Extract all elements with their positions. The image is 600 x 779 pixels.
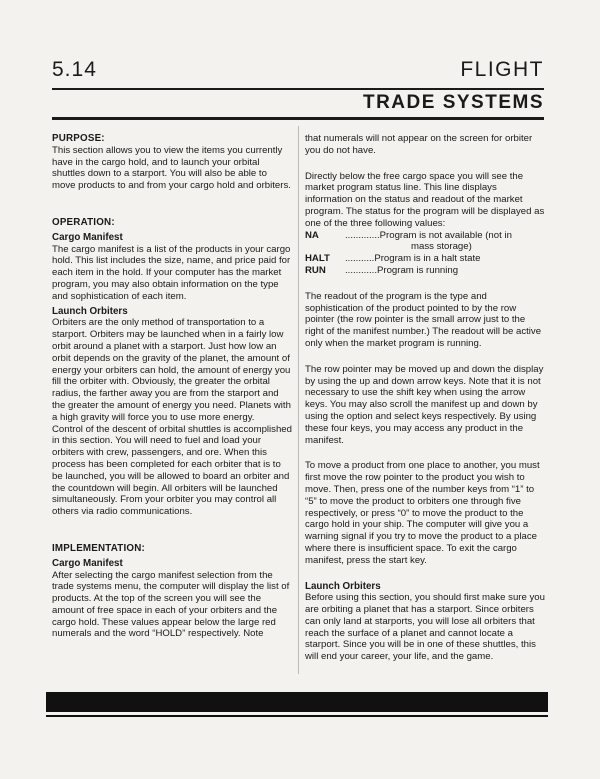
status-desc: Program is in a halt state xyxy=(374,253,481,265)
status-key: NA xyxy=(305,229,319,241)
status-intro-text: Directly below the free cargo space you will see the market program status line. This line displays information on the status and readout of the market program. The status for the program will be displayed as one of the three following values: xyxy=(305,170,545,229)
footer-bar xyxy=(46,692,548,712)
launch-orbiters-text: Orbiters are the only method of transportation to a starport. Orbiters may be launched when in a fairly low orbit around a planet with a starport. Just how low an orbit depends on the gravity of the planet, the amount of energy your orbiters can hold, the amount of energy you fill the orbiter with. Obviously, the greater the orbital radius, the farther away you are from the starport and the greater the amount of energy you need. Planets with a high gravity will force you to use more energy. xyxy=(52,317,291,423)
implementation-heading: IMPLEMENTATION: xyxy=(52,542,145,554)
status-desc: Program is running xyxy=(377,264,459,276)
page-header xyxy=(52,58,544,88)
move-product-text: To move a product from one place to another, you must first move the row pointer to the product you wish to move. Then, press one of the number keys from “1” to “5” to move the product to orbiters one through five respectively, or press “0” to move the product to the cargo hold in your ship. The computer will give you a warning signal if you try to move the product to a place where there is insufficient space. To exit the cargo manifest, press the start key. xyxy=(305,460,540,566)
status-dots: ............ xyxy=(345,264,377,276)
purpose-heading: PURPOSE: xyxy=(52,133,105,144)
launch-orbiters-text-2: Control of the descent of orbital shuttles is accomplished in this section. You will need to fuel and load your orbiters with crew, passengers, and ore. When this process has been completed for each orbiter that is to be launched, you will be allowed to board an orbiter and the countdown will begin. All orbiters will be launched simultaneously. From your orbiter you may control all others via radio communications. xyxy=(52,423,292,518)
status-key: HALT xyxy=(305,253,330,265)
footer-rule xyxy=(46,715,548,717)
header-rule xyxy=(52,88,544,90)
section-name: FLIGHT xyxy=(460,58,544,81)
status-dots: ........... xyxy=(345,253,375,265)
column-divider xyxy=(298,126,299,674)
status-row-halt xyxy=(305,253,545,265)
operation-heading: OPERATION: xyxy=(52,216,115,228)
status-dots: ............. xyxy=(345,229,380,241)
status-row-na xyxy=(305,230,545,242)
status-key: RUN xyxy=(305,264,326,276)
impl-launch-orbiters-text: Before using this section, you should first make sure you are orbiting a planet that has a starport. Since orbiters can only land at starports, you will lose all orbiters that reach the surface of a planet and cannot locate a starport. Since you will be in one of these shuttles, this will end your career, your life, and the game. xyxy=(305,592,545,663)
left-column xyxy=(52,124,292,640)
impl-cargo-manifest-text: After selecting the cargo manifest selection from the trade systems menu, the computer will display the list of products. At the top of the screen you will see the amount of free space in each of your orbiters and the cargo hold. These values appear below the large red numerals and the word “HOLD” respectively. Note xyxy=(52,569,290,640)
status-desc-continued: mass storage) xyxy=(411,241,472,253)
impl-cargo-manifest-heading: Cargo Manifest xyxy=(52,557,123,569)
status-list xyxy=(305,230,545,277)
readout-text: The readout of the program is the type and sophistication of the product pointed to by the row pointer (the row pointer is the small arrow just to the right of the manifest number.) The readout will be active only when the market program is running. xyxy=(305,290,542,349)
page-number: 5.14 xyxy=(52,58,97,81)
row-pointer-text: The row pointer may be moved up and down the display by using the up and down arrow keys. Note that it is not necessary to use the shift key when using the arrow keys. You may also scroll the manifest up and down by using the option and select keys respectively. By using these four keys, you may access any product in the manifest. xyxy=(305,363,544,446)
cargo-manifest-text: The cargo manifest is a list of the products in your cargo hold. This list includes the size, name, and price paid for each item in the hold. If your computer has the market program, you may also obtain information on the type and sophistication of each item. xyxy=(52,243,291,302)
right-column xyxy=(305,124,545,663)
purpose-text: This section allows you to view the items you currently have in the cargo hold, and to launch your orbital shuttles down to a starport. You will also be able to move products to and from your cargo hold and orbiters. xyxy=(52,144,291,192)
status-row-run xyxy=(305,265,545,277)
page-title: TRADE SYSTEMS xyxy=(362,92,544,113)
cargo-manifest-heading: Cargo Manifest xyxy=(52,231,123,243)
impl-launch-orbiters-heading: Launch Orbiters xyxy=(305,580,381,592)
status-desc: Program is not available (not in xyxy=(379,229,512,241)
continued-text: that numerals will not appear on the screen for orbiter you do not have. xyxy=(305,133,533,156)
title-rule xyxy=(52,117,544,120)
launch-orbiters-heading: Launch Orbiters xyxy=(52,305,128,317)
